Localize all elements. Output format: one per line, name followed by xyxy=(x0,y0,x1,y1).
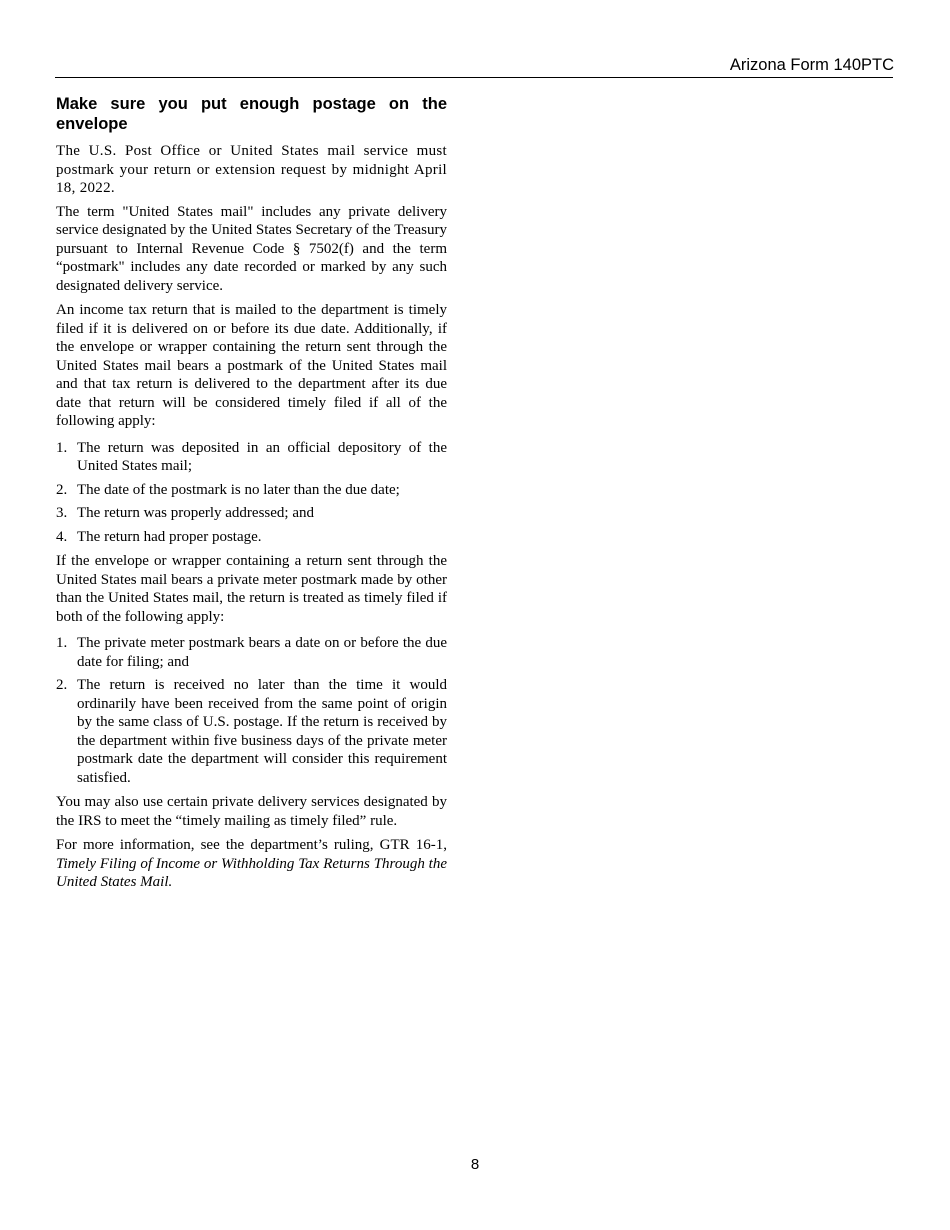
list-item xyxy=(56,504,447,523)
more-information-paragraph xyxy=(56,836,447,892)
list-item-number: 1. xyxy=(56,439,68,456)
form-title: Arizona Form 140PTC xyxy=(729,56,894,74)
list-item xyxy=(56,634,447,671)
list-item-number: 1. xyxy=(56,635,68,651)
private-delivery-paragraph: You may also use certain private delivery services designated by the IRS to meet the “timely mailing as timely filed” rule. xyxy=(56,794,447,829)
more-information-text: For more information, see the department’s ruling, GTR 16-1, xyxy=(56,837,447,853)
ruling-title: Timely Filing of Income or Withholding Tax Returns Through the United States Mail. xyxy=(56,855,447,890)
list-item-text: The return was deposited in an official depository of the United States mail; xyxy=(77,439,447,474)
header-divider xyxy=(55,77,893,78)
list-item-text: The return is received no later than the time it would ordinarily have been received from the same point of origin by the same class of U.S. postage. If the return is received by the department within five business days of the private meter postmark date the department will consider this requirement satisfied. xyxy=(77,677,447,786)
list-item-text: The return had proper postage. xyxy=(77,528,262,545)
postmark-paragraph: The U.S. Post Office or United States mail service must postmark your return or extension request by midnight April 18, 2022. xyxy=(56,143,447,196)
list-item-number: 2. xyxy=(56,481,68,498)
list-item-number: 3. xyxy=(56,505,68,521)
list-item-text: The private meter postmark bears a date on or before the due date for filing; and xyxy=(77,635,447,670)
list-item-number: 4. xyxy=(56,528,68,545)
list-item-number: 2. xyxy=(56,677,68,693)
private-meter-paragraph: If the envelope or wrapper containing a return sent through the United States mail bears a private meter postmark made by other than the United States mail, the return is treated as timely filed if both of the following apply: xyxy=(56,553,447,625)
list-item-text: The date of the postmark is no later than the due date; xyxy=(77,481,400,498)
list-item xyxy=(56,676,447,787)
list-item xyxy=(56,481,447,500)
section-heading: Make sure you put enough postage on the envelope xyxy=(56,95,447,133)
united-states-mail-definition: The term "United States mail" includes any private delivery service designated by the United States Secretary of the Treasury pursuant to Internal Revenue Code § 7502(f) and the term “postmark" includes any date recorded or marked by any such designated delivery service. xyxy=(56,203,447,294)
list-item xyxy=(56,439,447,476)
timely-filed-conditions-list xyxy=(56,439,447,547)
list-item-text: The return was properly addressed; and xyxy=(77,505,314,521)
content-column xyxy=(56,95,447,898)
page-number: 8 xyxy=(470,1156,480,1173)
timely-filed-paragraph: An income tax return that is mailed to the department is timely filed if it is delivered on or before its due date. Additionally, if the envelope or wrapper containing the return sent through the United States mail bears a postmark of the United States mail and that tax return is delivered to the department after its due date that return will be considered timely filed if all of the following apply: xyxy=(56,302,447,429)
list-item xyxy=(56,528,447,547)
private-meter-conditions-list xyxy=(56,634,447,787)
